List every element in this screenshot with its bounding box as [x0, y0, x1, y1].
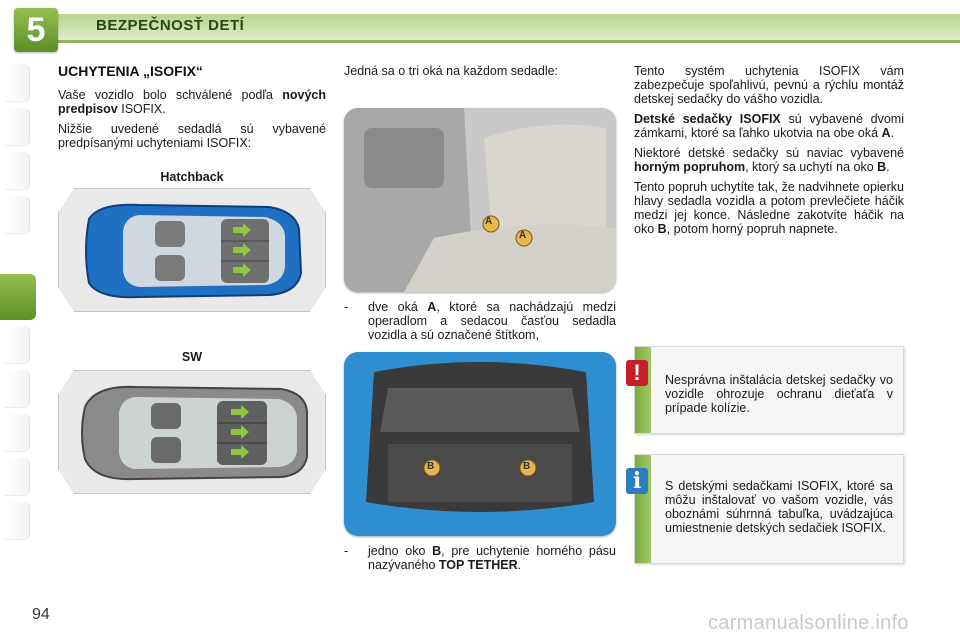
text-run: .: [890, 126, 895, 140]
sw-top-view-illustration: [59, 371, 327, 495]
chapter-title: BEZPEČNOSŤ DETÍ: [96, 17, 245, 34]
text-run: dve oká: [368, 300, 428, 314]
trunk-photo: [344, 352, 616, 536]
middle-intro: Jedná sa o tri oká na každom sedadle:: [344, 64, 559, 78]
left-column: [58, 64, 326, 156]
text-run: .: [886, 160, 890, 174]
warning-note: [634, 346, 904, 434]
top-strap-paragraph: [634, 146, 904, 174]
system-paragraph: Tento systém uchytenia ISOFIX vám zabezpečuje spoľahlivú, pevnú a rýchlu montáž detskej sedačky do vášho vozidla.: [634, 64, 904, 106]
bullet-a: [344, 300, 616, 346]
approval-paragraph: [58, 88, 326, 116]
bold-text: horným popruhom: [634, 160, 746, 174]
bullet-b-text: [368, 544, 616, 572]
hatchback-label: Hatchback: [160, 170, 224, 184]
text-run: , ktorý sa uchytí na oko: [745, 160, 878, 174]
sw-label: SW: [181, 350, 203, 364]
bold-text: A: [881, 126, 891, 140]
side-tab[interactable]: [4, 458, 30, 496]
text-run: Vaše vozidlo bolo schválené podľa: [58, 88, 283, 102]
sw-diagram-frame: [58, 370, 326, 494]
side-tab[interactable]: [4, 414, 30, 452]
side-tab[interactable]: [4, 64, 30, 102]
bold-text: A: [427, 300, 437, 314]
marker-a-label: A: [485, 216, 493, 227]
info-note: [634, 454, 904, 564]
rear-seat-illustration: [344, 108, 616, 292]
bold-text: B: [432, 544, 442, 558]
right-column: [634, 64, 904, 242]
page-header: [0, 0, 960, 64]
text-run: Niektoré detské sedačky sú naviac vybavené: [634, 146, 904, 160]
marker-a-label: A: [519, 230, 527, 241]
bold-text: B: [657, 222, 667, 236]
bullet-dash: -: [344, 300, 349, 314]
info-text: S detskými sedačkami ISOFIX, ktoré sa môžu inštalovať vo vašom vozidle, vás oboznámi súhrnná tabuľka, uvádzajúca umiestnenie detských sedačiek ISOFIX.: [665, 479, 893, 535]
text-run: .: [517, 558, 522, 572]
page-number: 94: [32, 606, 50, 623]
bullet-dash: -: [344, 544, 349, 558]
marker-b-label: B: [427, 461, 435, 472]
info-i-icon: i: [626, 468, 648, 494]
bold-text: nových predpisov: [58, 88, 326, 116]
bullet-b: [344, 544, 616, 576]
warning-exclamation-icon: !: [626, 360, 648, 386]
text-run: , pre uchytenie horného pásu nazývaného: [368, 544, 616, 572]
bold-text: B: [877, 160, 887, 174]
seats-paragraph: Nižšie uvedené sedadlá sú vybavené predpísanými uchyteniami ISOFIX:: [58, 122, 326, 150]
hatchback-diagram-frame: [58, 188, 326, 312]
text-run: Tento popruh uchytíte tak, že nadvihnete opierku hlavy sedadla vozidla a potom prevlečiete háčik medzi jej konce. Následne zakotvíte háčik na oko: [634, 180, 904, 236]
strap-instructions-paragraph: [634, 180, 904, 236]
watermark-text: carmanualsonline.info: [708, 612, 909, 634]
side-tab-active[interactable]: [0, 274, 36, 320]
side-tab[interactable]: [4, 502, 30, 540]
section-title: UCHYTENIA „ISOFIX“: [58, 63, 203, 79]
bullet-a-text: [368, 300, 616, 342]
side-tab[interactable]: [4, 326, 30, 364]
side-tab[interactable]: [4, 196, 30, 234]
chapter-side-tabs: [0, 64, 34, 584]
hatchback-top-view-illustration: [59, 189, 327, 313]
chapter-number-badge: 5: [14, 8, 58, 52]
warning-text: Nesprávna inštalácia detskej sedačky vo vozidle ohrozuje ochranu dieťaťa v prípade kolízie.: [665, 373, 893, 415]
text-run: jedno oko: [368, 544, 433, 558]
text-run: ISOFIX.: [117, 102, 166, 116]
bold-text: Detské sedačky ISOFIX: [634, 112, 781, 126]
header-underline: [40, 40, 960, 43]
text-run: sú vybavené dvomi zámkami, ktoré sa ľahko ukotvia na obe oká: [634, 112, 904, 140]
text-run: , potom horný popruh napnete.: [666, 222, 838, 236]
isofix-seats-paragraph: [634, 112, 904, 140]
side-tab[interactable]: [4, 152, 30, 190]
text-run: , ktoré sa nachádzajú medzi operadlom a sedacou časťou sedadla vozidla a sú označené štítkom,: [368, 300, 616, 342]
side-tab[interactable]: [4, 108, 30, 146]
bold-text: TOP TETHER: [438, 558, 518, 572]
rear-seat-photo: [344, 108, 616, 292]
trunk-illustration: [344, 352, 616, 536]
side-tab[interactable]: [4, 370, 30, 408]
marker-b-label: B: [523, 461, 531, 472]
